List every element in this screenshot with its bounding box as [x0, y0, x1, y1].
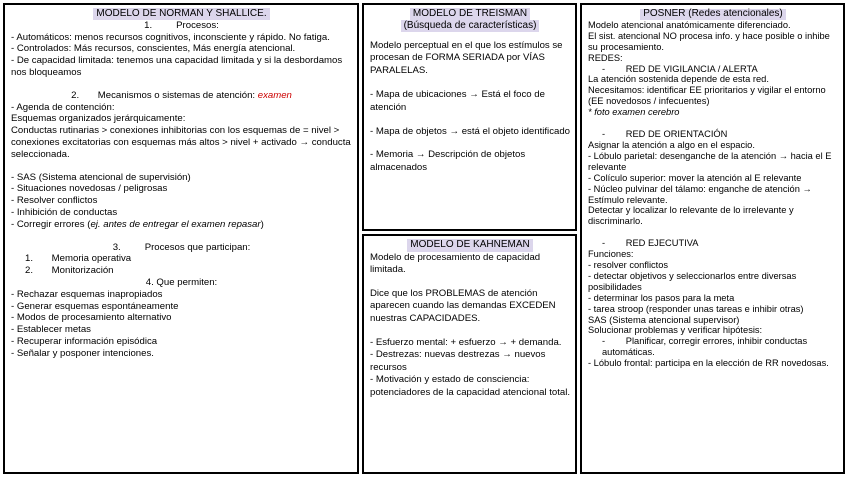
kahneman-title: MODELO DE KAHNEMAN [407, 239, 532, 252]
treisman-subtitle: (Búsqueda de características) [401, 20, 540, 32]
norman-title: MODELO DE NORMAN Y SHALLICE. [93, 8, 269, 20]
norman-s4-line: - Generar esquemas espontáneamente [11, 300, 179, 312]
treisman-intro: Modelo perceptual en el que los estímulos se procesan de FORMA SERIADA por VÍAS PARALELAS. [370, 39, 563, 77]
norman-s3-item: 1. Memoria operativa [25, 253, 132, 265]
treisman-item: - Memoria → Descripción de objetos almacenados [370, 149, 526, 174]
posner-intro: Modelo atencional anatómicamente diferenciado. [588, 19, 791, 30]
posner-r1-line: La atención sostenida depende de esta red. [588, 74, 769, 85]
norman-shallice-panel [3, 3, 359, 474]
posner-r3-line: Funciones: [588, 249, 634, 260]
posner-r3-line: - tarea stroop (responder unas tareas e inhibir otras) [588, 303, 804, 314]
posner-r3-line: Solucionar problemas y verificar hipótesis: [588, 325, 763, 336]
norman-s2-line: - Agenda de contención: [11, 101, 115, 113]
norman-s1-line: - De capacidad limitada: tenemos una capacidad limitada y si la desbordamos nos bloqueamos [11, 55, 343, 78]
norman-s1-line: - Controlados: Más recursos, conscientes, Más energía atencional. [11, 43, 296, 55]
posner-title: POSNER (Redes atencionales) [640, 9, 786, 20]
norman-s4-line: - Señalar y posponer intenciones. [11, 347, 154, 359]
kahneman-item: - Esfuerzo mental: + esfuerzo → + demanda. [370, 336, 562, 348]
kahneman-item: - Motivación y estado de consciencia: potenciadores de la capacidad atencional total. [370, 374, 571, 398]
norman-s4-heading: 4. Que permiten: [145, 276, 218, 288]
norman-sas-line: - Resolver conflictos [11, 195, 98, 207]
posner-panel [580, 3, 845, 474]
posner-r3-line: - detectar objetivos y seleccionarlos entre diversas posibilidades [588, 270, 797, 292]
norman-s3-item: 2. Monitorización [25, 265, 114, 277]
posner-r1-heading: - RED DE VIGILANCIA / ALERTA [602, 63, 758, 74]
posner-r3-heading: - RED EJECUTIVA [602, 238, 699, 249]
norman-s1-line: - Automáticos: menos recursos cognitivos, inconsciente y rápido. No fatiga. [11, 31, 330, 43]
treisman-title: MODELO DE TREISMAN [410, 8, 530, 20]
norman-s4-line: - Modos de procesamiento alternativo [11, 312, 172, 324]
treisman-item: - Mapa de ubicaciones → Está el foco de atención [370, 88, 545, 113]
posner-r3-last: - Lóbulo frontal: participa en la elección de RR novedosas. [588, 358, 829, 369]
posner-r1-line: Necesitamos: identificar EE prioritarios y vigilar el entorno (EE novedosos / infecuentes) [588, 85, 826, 107]
kahneman-problem: Dice que los PROBLEMAS de atención aparecen cuando las demandas EXCEDEN nuestras CAPACIDADES. [370, 287, 556, 324]
treisman-panel [362, 3, 577, 231]
posner-r3-line: SAS (Sistema atencional supervisor) [588, 314, 740, 325]
exam-note: examen [257, 89, 292, 101]
norman-s1-heading: 1. Procesos: [144, 19, 219, 31]
norman-s3-heading: 3. Procesos que participan: [112, 241, 251, 253]
norman-s2-line: Conductas rutinarias > conexiones inhibitorias con los esquemas de = nivel > conexiones excitatorias con esquemas más altos > nivel + activado → conducta seleccionada. [11, 125, 351, 160]
norman-s4-line: - Rechazar esquemas inapropiados [11, 288, 163, 300]
posner-r1-note: * foto examen cerebro [588, 107, 680, 118]
posner-r2-line: - Lóbulo parietal: desenganche de la atención → hacia el E relevante [588, 150, 832, 172]
posner-r2-line: - Colículo superior: mover la atención al E relevante [588, 172, 802, 183]
kahneman-intro: Modelo de procesamiento de capacidad limitada. [370, 251, 541, 276]
norman-sas-line: - Inhibición de conductas [11, 206, 118, 218]
norman-sas-line: - SAS (Sistema atencional de supervisión) [11, 171, 191, 183]
posner-intro: El sist. atencional NO procesa info. y hace posible o inhibe su procesamiento. [588, 30, 830, 52]
treisman-item: - Mapa de objetos → está el objeto identificado [370, 125, 570, 137]
norman-s2-heading: 2. Mecanismos o sistemas de atención: examen [71, 89, 292, 101]
posner-r3-sub: - Planificar, corregir errores, inhibir conductas automáticas. [602, 336, 808, 358]
posner-r2-line: Asignar la atención a algo en el espacio. [588, 139, 755, 150]
norman-s2-line: Esquemas organizados jerárquicamente: [11, 113, 186, 125]
posner-intro: REDES: [588, 52, 623, 63]
norman-sas-line: - Corregir errores (ej. antes de entregar el examen repasar) [11, 218, 264, 230]
kahneman-panel [362, 234, 577, 474]
norman-s4-line: - Establecer metas [11, 324, 91, 336]
posner-r2-line: - Núcleo pulvinar del tálamo: enganche de atención → Estímulo relevante. [588, 183, 812, 205]
kahneman-item: - Destrezas: nuevas destrezas → nuevos recursos [370, 349, 546, 373]
norman-sas-line: - Situaciones novedosas / peligrosas [11, 183, 168, 195]
posner-r3-line: - determinar los pasos para la meta [588, 292, 735, 303]
norman-s4-line: - Recuperar información episódica [11, 335, 158, 347]
posner-r2-heading: - RED DE ORIENTACIÓN [602, 129, 728, 140]
posner-r3-line: - resolver conflictos [588, 260, 669, 271]
posner-r2-line: Detectar y localizar lo relevante de lo irrelevante y discriminarlo. [588, 205, 794, 227]
